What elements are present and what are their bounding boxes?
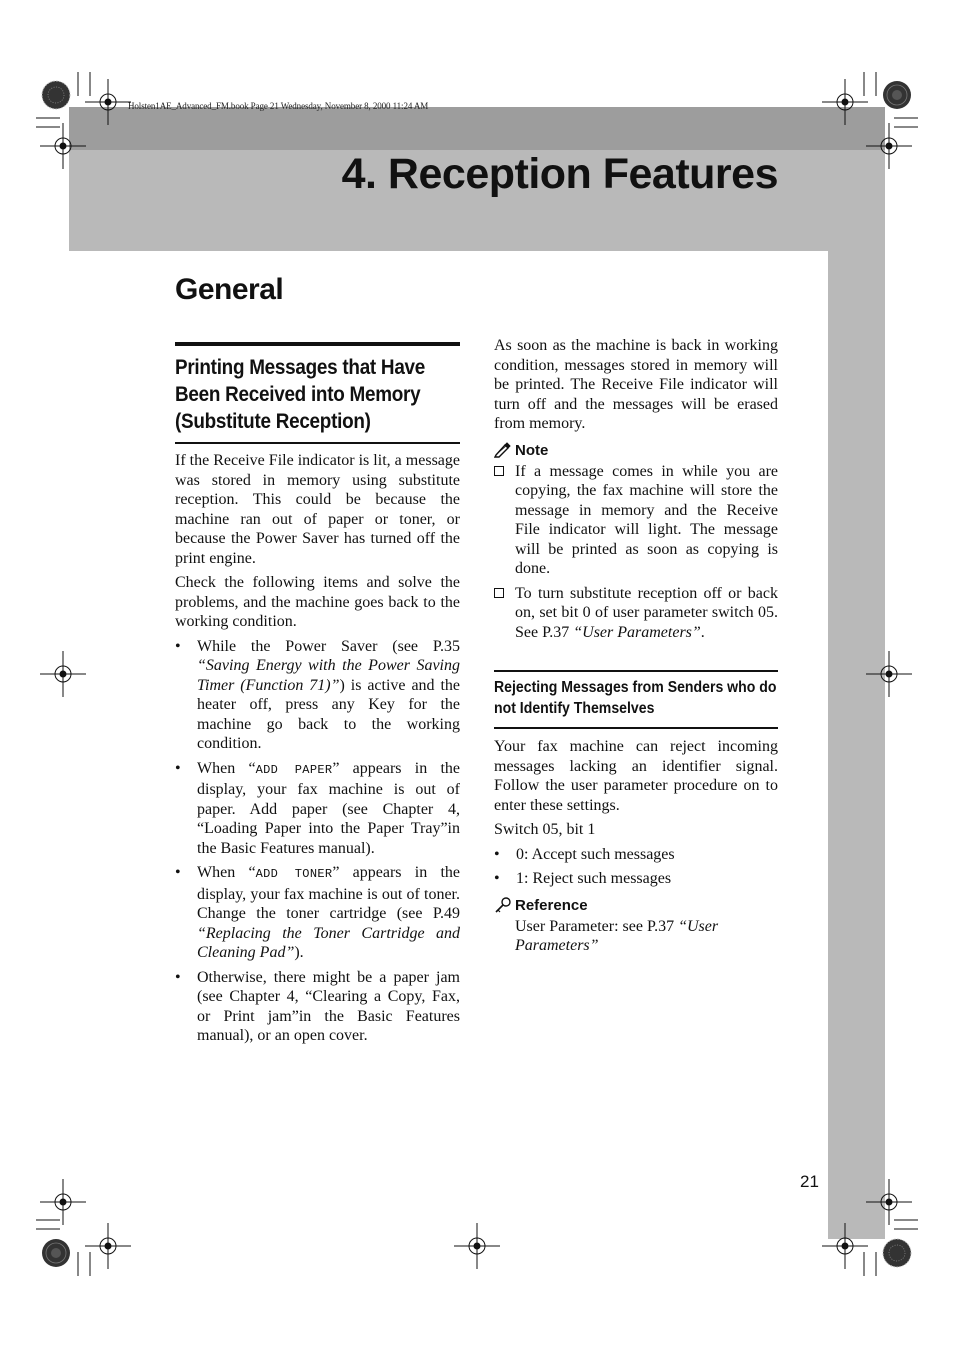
switch-line: Switch 05, bit 1 [494, 821, 596, 838]
crosshair-mark [866, 1179, 912, 1225]
note-label: Note [515, 441, 549, 459]
crosshair-mark [85, 1223, 131, 1269]
left-column [175, 342, 460, 1051]
bullet-icon: • [494, 870, 500, 887]
right-column [494, 336, 778, 956]
crosshair-mark [85, 79, 131, 125]
printing-paragraph: As soon as the machine is back in working condition, messages stored in memory will be printed. The Receive File indicator will turn off and the messages will be erased from memory. [494, 337, 778, 432]
reject-paragraph: Your fax machine can reject incoming messages lacking an identifier signal. Follow the user parameter procedure on to enter these settings. [494, 738, 778, 814]
bullet-icon: • [175, 968, 181, 986]
list-item: • 1: Reject such messages [494, 870, 672, 887]
crosshair-mark [40, 123, 86, 169]
display-message: ADD TONER [255, 867, 333, 881]
list-item: • When “ADD PAPER” appears in the display, your fax machine is out of paper. Add paper (see Chapter 4, “Loading Paper into the Paper Tray”in the Basic Features manual). [175, 759, 461, 857]
sub-subsection-heading: Rejecting Messages from Senders who do not Identify Themselves [494, 679, 777, 717]
key-reference-icon [494, 897, 512, 913]
list-item: If a message comes in while you are copying, the fax machine will store the message in memory and the Receive File indicator will light. The message will be printed as soon as copying is done. [494, 462, 778, 579]
reference-header [494, 897, 778, 914]
display-message: ADD PAPER [255, 762, 333, 777]
star-target-mark [42, 81, 70, 109]
note-list [494, 462, 778, 643]
cross-reference: “Saving Energy with the Power Saving Timer (Function 71)” [197, 657, 460, 694]
checkbox-bullet-icon [494, 588, 504, 598]
crosshair-mark [866, 651, 912, 697]
bullet-icon: • [494, 845, 500, 863]
crosshair-mark [822, 79, 868, 125]
cross-reference: “Replacing the Toner Cartridge and Cleaning Pad” [197, 924, 460, 961]
print-slug: Holsten1AE_Advanced_FM.book Page 21 Wednesday, November 8, 2000 11:24 AM [128, 101, 429, 111]
troubleshoot-list [175, 637, 460, 1046]
reference-text: User Parameter: see P.37 “User Parameters” [515, 917, 719, 954]
cross-reference: “User Parameters” [573, 623, 701, 641]
crosshair-mark [822, 1223, 868, 1269]
reference-label: Reference [515, 896, 588, 914]
intro-paragraph: If the Receive File indicator is lit, a message was stored in memory using substitute reception. This could be because the machine ran out of paper or toner, or because the Power Saver has turned off the print engine. [175, 452, 460, 567]
subsection-heading-block [175, 342, 460, 444]
option-list [494, 845, 778, 889]
star-target-mark [883, 81, 911, 109]
list-item: • While the Power Saver (see P.35 “Saving Energy with the Power Saving Timer (Function 71)”) is active and the heater off, press any Key for the machine go back to the working condition. [175, 637, 460, 752]
star-target-mark [883, 1239, 911, 1267]
crosshair-mark [40, 651, 86, 697]
section-title: General [175, 273, 284, 306]
bullet-icon: • [175, 864, 181, 881]
list-item: • 0: Accept such messages [494, 845, 675, 863]
bullet-icon: • [175, 637, 181, 655]
cross-reference: “User Parameters” [515, 917, 719, 954]
page-number: 21 [800, 1172, 819, 1191]
subsection-heading: Printing Messages that Have Been Received into Memory (Substitute Reception) [175, 356, 426, 433]
check-paragraph: Check the following items and solve the problems, and the machine goes back to the working condition. [175, 574, 460, 630]
crosshair-mark [40, 1179, 86, 1225]
checkbox-bullet-icon [494, 466, 504, 476]
list-item: • Otherwise, there might be a paper jam (see Chapter 4, “Clearing a Copy, Fax, or Print jam”in the Basic Features manual), or an open cover. [175, 968, 460, 1044]
list-item: • When “ADD TONER” appears in the display, your fax machine is out of toner. Change the toner cartridge (see P.49 “Replacing the Toner Cartridge and Cleaning Pad”). [175, 864, 461, 961]
crosshair-mark [454, 1223, 500, 1269]
crosshair-mark [866, 123, 912, 169]
chapter-title: 4. Reception Features [341, 150, 778, 198]
star-target-mark [42, 1239, 70, 1267]
pencil-note-icon [494, 442, 512, 458]
list-item: To turn substitute reception off or back on, set bit 0 of user parameter switch 05. See P.37 “User Parameters”. [494, 584, 778, 643]
note-header [494, 442, 778, 459]
sub-subsection-heading-block [494, 670, 778, 729]
bullet-icon: • [175, 759, 181, 777]
